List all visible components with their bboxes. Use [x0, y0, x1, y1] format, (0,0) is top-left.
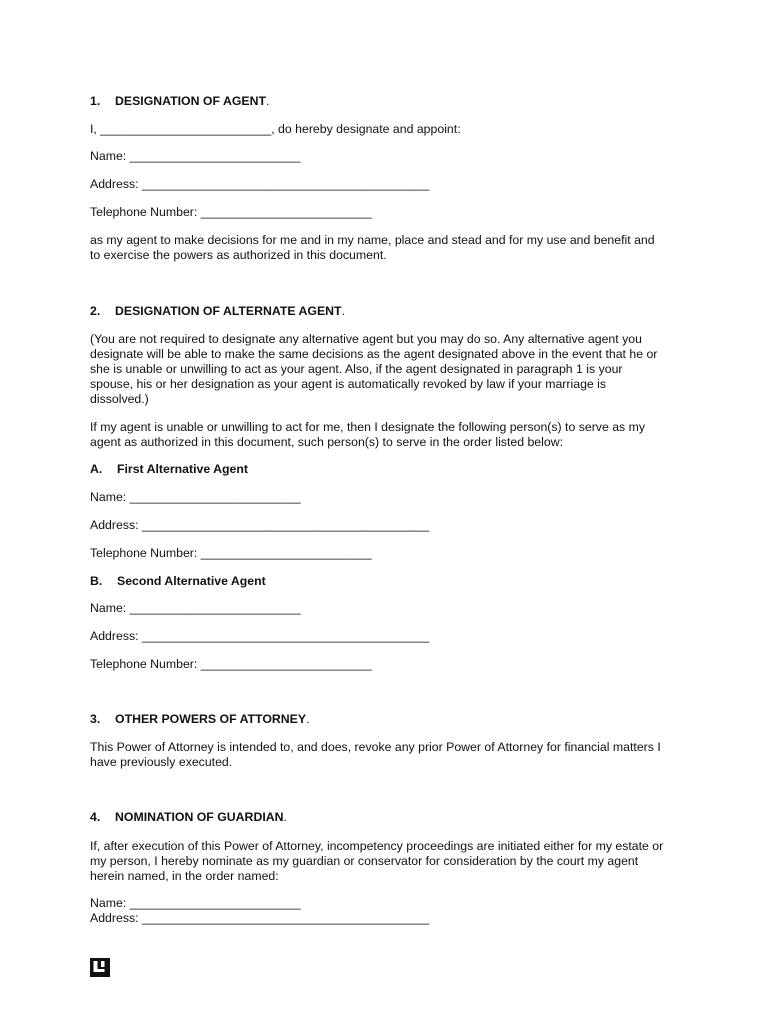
section-3-title-period: .	[306, 712, 310, 726]
section-4-heading	[90, 810, 287, 825]
first-alternative-heading	[90, 462, 248, 477]
guardian-text-line-2: my person, I hereby nominate as my guardian or conservator for consideration by the court my agent	[90, 854, 639, 868]
section-1-heading	[90, 94, 269, 109]
section-2-heading	[90, 304, 345, 319]
section-3-number: 3.	[90, 712, 101, 726]
revocation-text-line-1: This Power of Attorney is intended to, and does, revoke any prior Power of Attorney for financial matters I	[90, 740, 661, 754]
alternate-intro-line-2: agent as authorized in this document, such person(s) to serve in the order listed below:	[90, 435, 564, 449]
first-alternative-title: First Alternative Agent	[117, 462, 248, 476]
alternate-note-line-1: (You are not required to designate any alternative agent but you may do so. Any alternative agent you	[90, 332, 642, 346]
agent-address-line: Address: __________________________________________	[90, 177, 430, 191]
principal-line: I, _________________________, do hereby designate and appoint:	[90, 122, 461, 136]
second-alternative-heading	[90, 574, 266, 589]
first-alternative-letter: A.	[90, 462, 103, 476]
alternate-note-line-3: she is unable or unwilling to act as your agent. Also, if the agent designated in paragraph 1 is your	[90, 362, 623, 376]
guardian-text-line-1: If, after execution of this Power of Attorney, incompetency proceedings are initiated either for my estate or	[90, 839, 664, 853]
guardian-address-line: Address: __________________________________________	[90, 911, 430, 925]
revocation-text-line-2: have previously executed.	[90, 755, 233, 769]
section-1-title-period: .	[265, 94, 270, 108]
second-alternative-letter: B.	[90, 574, 103, 588]
agent-authority-text-line-1: as my agent to make decisions for me and in my name, place and stead and for my use and benefit and	[90, 233, 655, 247]
alternate-note-line-5: dissolved.)	[90, 392, 149, 406]
section-3-heading	[90, 712, 310, 727]
section-4-number: 4.	[90, 810, 101, 824]
guardian-name-line: Name: _________________________	[90, 896, 301, 910]
alternate-note-line-4: spouse, his or her designation as your agent is automatically revoked by law if your marriage is	[90, 377, 607, 391]
first-alternative-phone-line: Telephone Number: _________________________	[90, 546, 372, 560]
section-3-title: OTHER POWERS OF ATTORNEY	[115, 712, 307, 726]
section-1-number: 1.	[90, 94, 101, 108]
alternate-note-line-2: designate will be able to make the same decisions as the agent designated above in the event that he or	[90, 347, 658, 361]
section-2-title-period: .	[341, 304, 345, 318]
section-1-title: DESIGNATION OF AGENT	[115, 94, 266, 108]
second-alternative-phone-line: Telephone Number: _________________________	[90, 657, 372, 671]
section-2-number: 2.	[90, 304, 101, 318]
document-brand-logo-icon	[90, 958, 110, 977]
section-2-title: DESIGNATION OF ALTERNATE AGENT	[115, 304, 342, 318]
guardian-text-line-3: herein named, in the order named:	[90, 869, 279, 883]
agent-phone-line: Telephone Number: _________________________	[90, 205, 372, 219]
second-alternative-title: Second Alternative Agent	[117, 574, 266, 588]
first-alternative-name-line: Name: _________________________	[90, 490, 301, 504]
second-alternative-name-line: Name: _________________________	[90, 601, 301, 615]
agent-authority-text-line-2: to exercise the powers as authorized in this document.	[90, 248, 387, 262]
agent-name-line: Name: _________________________	[90, 149, 301, 163]
first-alternative-address-line: Address: __________________________________________	[90, 518, 430, 532]
section-4-title: NOMINATION OF GUARDIAN	[115, 810, 284, 824]
second-alternative-address-line: Address: __________________________________________	[90, 629, 430, 643]
alternate-intro-line-1: If my agent is unable or unwilling to act for me, then I designate the following person(s) to serve as my	[90, 420, 646, 434]
section-4-title-period: .	[283, 810, 287, 824]
